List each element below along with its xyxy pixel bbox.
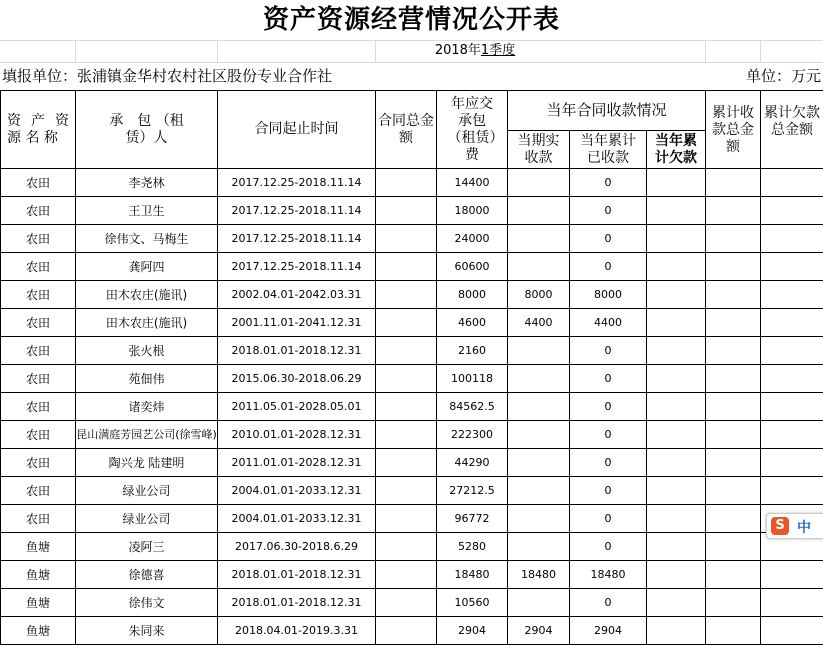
current-received-cell[interactable]: 2904: [508, 617, 570, 645]
period-quarter: 1季度: [480, 43, 516, 58]
contract-total-cell[interactable]: [376, 337, 437, 365]
asset-name-cell[interactable]: 农田: [1, 505, 76, 533]
filling-unit: 填报单位：张浦镇金华村农村社区股份专业合作社: [2, 67, 333, 85]
contractor-cell[interactable]: 绿业公司: [76, 505, 218, 533]
table-row: [1, 169, 823, 197]
year-received-cell[interactable]: 0: [570, 393, 647, 421]
annual-fee-cell[interactable]: 27212.5: [437, 477, 508, 505]
contract-period-cell[interactable]: 2017.06.30-2018.6.29: [218, 533, 376, 561]
table-row: [1, 505, 823, 533]
contract-total-cell[interactable]: [376, 309, 437, 337]
table-row: [1, 253, 823, 281]
year-owed-cell[interactable]: [647, 393, 706, 421]
contract-period-cell[interactable]: 2018.01.01-2018.12.31: [218, 589, 376, 617]
table-row: [1, 477, 823, 505]
cum-received-cell[interactable]: [706, 197, 761, 225]
contractor-cell[interactable]: 朱同来: [76, 617, 218, 645]
year-received-cell[interactable]: 0: [570, 337, 647, 365]
currency-unit: 单位：万元: [745, 67, 821, 85]
year-received-cell[interactable]: 0: [570, 365, 647, 393]
contractor-cell[interactable]: 王卫生: [76, 197, 218, 225]
asset-name-cell[interactable]: 农田: [1, 477, 76, 505]
asset-name-cell[interactable]: 农田: [1, 449, 76, 477]
contract-total-cell[interactable]: [376, 477, 437, 505]
asset-name-cell[interactable]: 农田: [1, 421, 76, 449]
contract-period-cell[interactable]: 2017.12.25-2018.11.14: [218, 169, 376, 197]
contract-period-cell[interactable]: 2011.01.01-2028.12.31: [218, 449, 376, 477]
cum-received-cell[interactable]: [706, 169, 761, 197]
year-owed-cell[interactable]: [647, 309, 706, 337]
contractor-cell[interactable]: 徐伟文、马梅生: [76, 225, 218, 253]
contract-total-cell[interactable]: [376, 365, 437, 393]
contract-period-cell[interactable]: 2018.04.01-2019.3.31: [218, 617, 376, 645]
asset-name-cell[interactable]: 农田: [1, 197, 76, 225]
contractor-cell[interactable]: 昆山满庭芳园艺公司(徐雪峰): [76, 421, 218, 449]
year-received-cell[interactable]: 4400: [570, 309, 647, 337]
current-received-cell[interactable]: 18480: [508, 561, 570, 589]
table-row: [1, 561, 823, 589]
year-owed-cell[interactable]: [647, 449, 706, 477]
annual-fee-cell[interactable]: 4600: [437, 309, 508, 337]
year-received-cell[interactable]: 2904: [570, 617, 647, 645]
contractor-cell[interactable]: 徐德喜: [76, 561, 218, 589]
table-row: [1, 617, 823, 645]
contract-total-cell[interactable]: [376, 589, 437, 617]
cum-owed-cell[interactable]: [761, 225, 823, 253]
current-received-cell[interactable]: [508, 253, 570, 281]
cum-received-cell[interactable]: [706, 225, 761, 253]
cum-owed-cell[interactable]: [761, 393, 823, 421]
year-owed-cell[interactable]: [647, 421, 706, 449]
cum-owed-cell[interactable]: [761, 421, 823, 449]
cum-received-cell[interactable]: [706, 337, 761, 365]
cum-owed-cell[interactable]: [761, 253, 823, 281]
year-received-cell[interactable]: 0: [570, 197, 647, 225]
asset-name-cell[interactable]: 农田: [1, 281, 76, 309]
contract-total-cell[interactable]: [376, 169, 437, 197]
current-received-cell[interactable]: [508, 505, 570, 533]
contract-period-cell[interactable]: 2004.01.01-2033.12.31: [218, 477, 376, 505]
contractor-cell[interactable]: 诸奕炜: [76, 393, 218, 421]
year-owed-cell[interactable]: [647, 505, 706, 533]
year-owed-cell[interactable]: [647, 225, 706, 253]
year-received-cell[interactable]: 0: [570, 225, 647, 253]
cum-owed-cell[interactable]: [761, 281, 823, 309]
cum-received-cell[interactable]: [706, 309, 761, 337]
annual-fee-cell[interactable]: 10560: [437, 589, 508, 617]
cum-owed-cell[interactable]: [761, 449, 823, 477]
cum-owed-cell[interactable]: [761, 365, 823, 393]
annual-fee-cell[interactable]: 84562.5: [437, 393, 508, 421]
cum-received-cell[interactable]: [706, 533, 761, 561]
contract-total-cell[interactable]: [376, 225, 437, 253]
contract-total-cell[interactable]: [376, 197, 437, 225]
annual-fee-cell[interactable]: 8000: [437, 281, 508, 309]
current-received-cell[interactable]: [508, 393, 570, 421]
period-year: 2018年: [434, 43, 481, 58]
annual-fee-cell[interactable]: 5280: [437, 533, 508, 561]
report-period: [375, 40, 575, 62]
contract-total-cell[interactable]: [376, 533, 437, 561]
cum-owed-cell[interactable]: [761, 309, 823, 337]
contract-total-cell[interactable]: [376, 421, 437, 449]
current-received-cell[interactable]: [508, 477, 570, 505]
cum-owed-cell[interactable]: [761, 337, 823, 365]
contractor-cell[interactable]: 凌阿三: [76, 533, 218, 561]
current-received-cell[interactable]: 8000: [508, 281, 570, 309]
table-row: [1, 365, 823, 393]
asset-name-cell[interactable]: 鱼塘: [1, 561, 76, 589]
annual-fee-cell[interactable]: 222300: [437, 421, 508, 449]
header-annual-fee[interactable]: 年应交承包（租赁）费: [437, 91, 508, 169]
year-received-cell[interactable]: 0: [570, 533, 647, 561]
year-owed-cell[interactable]: [647, 337, 706, 365]
asset-name-cell[interactable]: 农田: [1, 169, 76, 197]
current-received-cell[interactable]: [508, 197, 570, 225]
cum-owed-cell[interactable]: [761, 169, 823, 197]
table-row: [1, 281, 823, 309]
annual-fee-cell[interactable]: 18480: [437, 561, 508, 589]
annual-fee-cell[interactable]: 96772: [437, 505, 508, 533]
contractor-cell[interactable]: 苑佃伟: [76, 365, 218, 393]
table-row: [1, 589, 823, 617]
current-received-cell[interactable]: [508, 589, 570, 617]
contract-total-cell[interactable]: [376, 393, 437, 421]
current-received-cell[interactable]: [508, 337, 570, 365]
cum-received-cell[interactable]: [706, 253, 761, 281]
year-received-cell[interactable]: 0: [570, 253, 647, 281]
year-received-cell[interactable]: 8000: [570, 281, 647, 309]
ime-toolbar[interactable]: [766, 513, 823, 539]
asset-name-cell[interactable]: 农田: [1, 225, 76, 253]
year-owed-cell[interactable]: [647, 169, 706, 197]
table-row: [1, 197, 823, 225]
cum-received-cell[interactable]: [706, 617, 761, 645]
cum-received-cell[interactable]: [706, 449, 761, 477]
contractor-cell[interactable]: 徐伟文: [76, 589, 218, 617]
year-owed-cell[interactable]: [647, 477, 706, 505]
table-row: [1, 225, 823, 253]
table-row: [1, 449, 823, 477]
header-asset-name[interactable]: 资 产 资 源 名 称: [1, 91, 76, 169]
current-received-cell[interactable]: [508, 169, 570, 197]
ime-mode-label[interactable]: 中: [797, 520, 811, 536]
asset-name-cell[interactable]: 农田: [1, 393, 76, 421]
contractor-cell[interactable]: 田木农庄(施讯): [76, 281, 218, 309]
header-cum-owed[interactable]: 累计欠款总金额: [761, 91, 823, 169]
year-received-cell[interactable]: 0: [570, 421, 647, 449]
contractor-cell[interactable]: 陶兴龙 陆建明: [76, 449, 218, 477]
asset-table: [0, 90, 823, 645]
current-received-cell[interactable]: 4400: [508, 309, 570, 337]
asset-name-cell[interactable]: 鱼塘: [1, 533, 76, 561]
annual-fee-cell[interactable]: 60600: [437, 253, 508, 281]
contractor-cell[interactable]: 绿业公司: [76, 477, 218, 505]
cum-received-cell[interactable]: [706, 421, 761, 449]
contractor-cell[interactable]: 龚阿四: [76, 253, 218, 281]
annual-fee-cell[interactable]: 24000: [437, 225, 508, 253]
sogou-logo-icon: S: [771, 517, 789, 535]
header-total[interactable]: 合同总金额: [376, 91, 437, 169]
contract-total-cell[interactable]: [376, 253, 437, 281]
contract-period-cell[interactable]: 2015.06.30-2018.06.29: [218, 365, 376, 393]
year-owed-cell[interactable]: [647, 281, 706, 309]
contract-period-cell[interactable]: 2017.12.25-2018.11.14: [218, 253, 376, 281]
contractor-cell[interactable]: 张火根: [76, 337, 218, 365]
contract-total-cell[interactable]: [376, 505, 437, 533]
year-owed-cell[interactable]: [647, 617, 706, 645]
cum-received-cell[interactable]: [706, 365, 761, 393]
asset-name-cell[interactable]: 鱼塘: [1, 589, 76, 617]
header-current-year[interactable]: 当年合同收款情况: [508, 91, 706, 131]
contract-period-cell[interactable]: 2011.05.01-2028.05.01: [218, 393, 376, 421]
contractor-cell[interactable]: 田木农庄(施讯): [76, 309, 218, 337]
year-owed-cell[interactable]: [647, 561, 706, 589]
asset-name-cell[interactable]: 农田: [1, 365, 76, 393]
unit-row: [0, 62, 823, 90]
header-year-owed[interactable]: 当年累计欠款: [647, 131, 706, 169]
table-row: [1, 337, 823, 365]
year-owed-cell[interactable]: [647, 365, 706, 393]
table-row: [1, 393, 823, 421]
contract-period-cell[interactable]: 2018.01.01-2018.12.31: [218, 337, 376, 365]
contract-total-cell[interactable]: [376, 561, 437, 589]
annual-fee-cell[interactable]: 2904: [437, 617, 508, 645]
cum-received-cell[interactable]: [706, 477, 761, 505]
contract-period-cell[interactable]: 2002.04.01-2042.03.31: [218, 281, 376, 309]
cum-received-cell[interactable]: [706, 281, 761, 309]
current-received-cell[interactable]: [508, 365, 570, 393]
table-row: [1, 421, 823, 449]
cum-owed-cell[interactable]: [761, 561, 823, 589]
page-title: 资产资源经营情况公开表: [262, 5, 560, 35]
contract-period-cell[interactable]: 2010.01.01-2028.12.31: [218, 421, 376, 449]
cum-owed-cell[interactable]: [761, 617, 823, 645]
header-contractor[interactable]: 承 包 （租赁）人: [76, 91, 218, 169]
cum-received-cell[interactable]: [706, 393, 761, 421]
annual-fee-cell[interactable]: 14400: [437, 169, 508, 197]
header-current-received[interactable]: 当期实收款: [508, 131, 570, 169]
asset-name-cell[interactable]: 农田: [1, 309, 76, 337]
year-received-cell[interactable]: 0: [570, 477, 647, 505]
annual-fee-cell[interactable]: 18000: [437, 197, 508, 225]
annual-fee-cell[interactable]: 100118: [437, 365, 508, 393]
year-received-cell[interactable]: 0: [570, 169, 647, 197]
year-received-cell[interactable]: 18480: [570, 561, 647, 589]
header-cum-received[interactable]: 累计收款总金额: [706, 91, 761, 169]
year-owed-cell[interactable]: [647, 589, 706, 617]
year-received-cell[interactable]: 0: [570, 449, 647, 477]
header-period[interactable]: 合同起止时间: [218, 91, 376, 169]
contract-period-cell[interactable]: 2001.11.01-2041.12.31: [218, 309, 376, 337]
table-row: [1, 309, 823, 337]
contract-period-cell[interactable]: 2017.12.25-2018.11.14: [218, 225, 376, 253]
cum-owed-cell[interactable]: [761, 589, 823, 617]
asset-name-cell[interactable]: 农田: [1, 253, 76, 281]
year-received-cell[interactable]: 0: [570, 505, 647, 533]
current-received-cell[interactable]: [508, 421, 570, 449]
cum-owed-cell[interactable]: [761, 197, 823, 225]
asset-name-cell[interactable]: 农田: [1, 337, 76, 365]
current-received-cell[interactable]: [508, 225, 570, 253]
annual-fee-cell[interactable]: 2160: [437, 337, 508, 365]
contract-period-cell[interactable]: 2004.01.01-2033.12.31: [218, 505, 376, 533]
cum-received-cell[interactable]: [706, 505, 761, 533]
cum-received-cell[interactable]: [706, 589, 761, 617]
annual-fee-cell[interactable]: 44290: [437, 449, 508, 477]
cum-received-cell[interactable]: [706, 561, 761, 589]
contract-total-cell[interactable]: [376, 281, 437, 309]
year-owed-cell[interactable]: [647, 533, 706, 561]
year-owed-cell[interactable]: [647, 253, 706, 281]
asset-name-cell[interactable]: 鱼塘: [1, 617, 76, 645]
contract-period-cell[interactable]: 2017.12.25-2018.11.14: [218, 197, 376, 225]
header-year-received[interactable]: 当年累计已收款: [570, 131, 647, 169]
year-received-cell[interactable]: 0: [570, 589, 647, 617]
contract-total-cell[interactable]: [376, 449, 437, 477]
contractor-cell[interactable]: 李尧林: [76, 169, 218, 197]
cum-owed-cell[interactable]: [761, 477, 823, 505]
current-received-cell[interactable]: [508, 533, 570, 561]
contract-total-cell[interactable]: [376, 617, 437, 645]
table-row: [1, 533, 823, 561]
current-received-cell[interactable]: [508, 449, 570, 477]
contract-period-cell[interactable]: 2018.01.01-2018.12.31: [218, 561, 376, 589]
year-owed-cell[interactable]: [647, 197, 706, 225]
